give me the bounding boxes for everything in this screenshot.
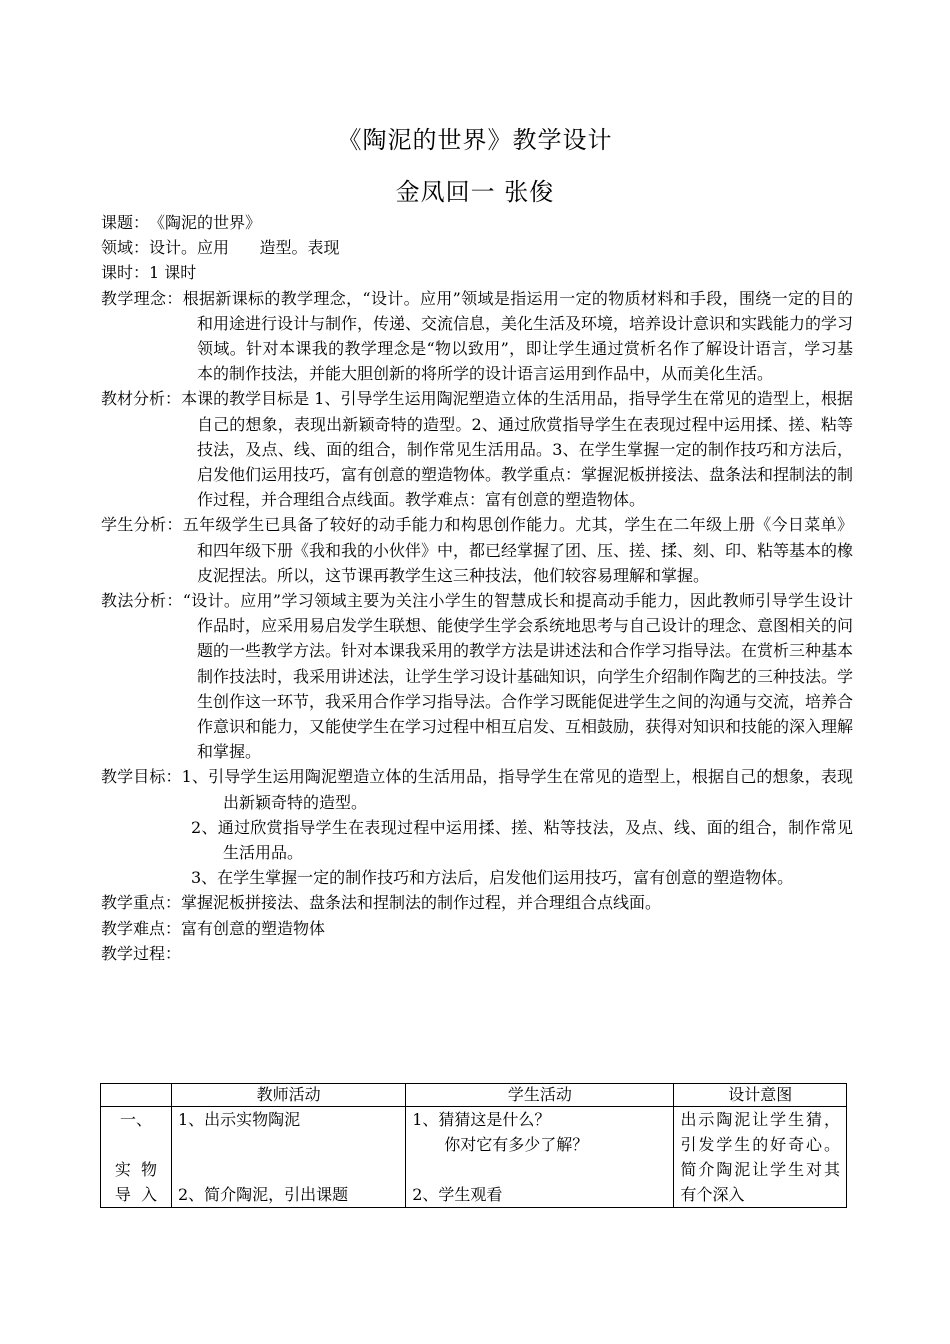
header-intent: 设计意图 — [674, 1084, 847, 1107]
student-label: 学生分析： — [101, 515, 183, 535]
hours-label: 课时： — [101, 263, 150, 283]
student-section — [101, 512, 853, 588]
material-section — [101, 386, 853, 512]
method-section — [101, 588, 853, 764]
concept-section — [101, 286, 853, 387]
teacher-activity-1: 1、出示实物陶泥 — [177, 1110, 301, 1129]
stage-name-2: 导 入 — [114, 1185, 158, 1204]
material-label: 教材分析： — [101, 389, 182, 409]
topic-line — [101, 210, 853, 235]
teacher-cell — [171, 1107, 405, 1208]
student-cell — [406, 1107, 674, 1208]
topic-value: 《陶泥的世界》 — [149, 213, 262, 232]
domain-value: 设计。应用 造型。表现 — [149, 238, 340, 258]
key-text: 掌握泥板拼接法、盘条法和捏制法的制作过程，并合理组合点线面。 — [181, 893, 662, 913]
concept-text: 根据新课标的教学理念，“设计。应用”领域是指运用一定的物质材料和手段，围绕一定的目的和用途进行设计与制作，传递、交流信息，美化生活及环境，培养设计意识和实践能力的学习领域。针对本课我的教学理念是“物以致用”，即让学生通过赏析名作了解设计语言，学习基本的制作技法，并能大胆创新的将所学的设计语言运用到作品中，从而美化生活。 — [182, 288, 854, 384]
document-title: 《陶泥的世界》教学设计 — [337, 126, 613, 154]
goal-item-1: 1、引导学生运用陶泥塑造立体的生活用品，指导学生在常见的造型上，根据自己的想象，表现出新颖奇特的造型。 — [181, 767, 853, 812]
domain-label: 领域： — [101, 238, 150, 258]
goal-item-3: 3、在学生掌握一定的制作技巧和方法后，启发他们运用技巧，富有创意的塑造物体。 — [191, 868, 794, 888]
stage-cell — [101, 1107, 172, 1208]
process-table — [100, 1083, 847, 1208]
concept-label: 教学理念： — [101, 288, 183, 308]
header-stage — [101, 1084, 172, 1107]
document-body — [101, 210, 853, 966]
stage-name-1: 实 物 — [114, 1160, 158, 1179]
stage-number: 一、 — [119, 1110, 152, 1129]
goals-label: 教学目标： — [101, 767, 182, 787]
table-header-row — [101, 1084, 847, 1107]
goal-item-2: 2、通过欣赏指导学生在表现过程中运用揉、搓、粘等技法，及点、线、面的组合，制作常见生活用品。 — [191, 817, 853, 863]
material-text: 本课的教学目标是 1、引导学生运用陶泥塑造立体的生活用品，指导学生在常见的造型上，根据自己的想象，表现出新颖奇特的造型。2、通过欣赏指导学生在表现过程中运用揉、搓、粘等技法，及点、线、面的组合，制作常见生活用品。3、在学生掌握一定的制作技巧和方法后，启发他们运用技巧，富有创意的塑造物体。教学重点：掌握泥板拼接法、盘条法和捏制法的制作过程，并合理组合点线面。教学难点：富有创意的塑造物体。 — [181, 389, 854, 510]
topic-label: 课题： — [101, 213, 150, 232]
key-label: 教学重点： — [101, 893, 182, 913]
hours-line — [101, 260, 853, 285]
method-text: “设计。应用”学习领域主要为关注小学生的智慧成长和提高动手能力，因此教师引导学生设计作品时，应采用易启发学生联想、能使学生学会系统地思考与自己设计的理念、意图相关的问题的一些教学方法。针对本课我采用的教学方法是讲述法和合作学习指导法。在赏析三种基本制作技法时，我采用讲述法，让学生学习设计基础知识，向学生介绍制作陶艺的三种技法。学生创作这一环节，我采用合作学习指导法。合作学习既能促进学生之间的沟通与交流，培养合作意识和能力，又能使学生在学习过程中相互启发、互相鼓励，获得对知识和技能的深入理解和掌握。 — [182, 591, 854, 762]
intent-cell: 出示陶泥让学生猜，引发学生的好奇心。简介陶泥让学生对其有个深入 — [674, 1107, 847, 1208]
difficult-text: 富有创意的塑造物体 — [181, 918, 326, 938]
stage-spacer — [107, 1132, 165, 1157]
hours-value: 1 课时 — [149, 263, 197, 283]
student-text: 五年级学生已具备了较好的动手能力和构思创作能力。尤其，学生在二年级上册《今日菜单》和四年级下册《我和我的小伙伴》中，都已经掌握了团、压、搓、揉、刻、印、粘等基本的橡皮泥捏法。所以，这节课再教学生这三种技法，他们较容易理解和掌握。 — [182, 515, 854, 585]
difficult-line — [101, 916, 853, 941]
document-author: 金凤回一 张俊 — [395, 178, 555, 206]
domain-line — [101, 235, 853, 260]
table-row — [101, 1107, 847, 1208]
header-student: 学生活动 — [406, 1084, 674, 1107]
header-teacher: 教师活动 — [171, 1084, 405, 1107]
key-line — [101, 890, 853, 915]
teacher-activity-2: 2、简介陶泥，引出课题 — [177, 1185, 349, 1204]
goals-section — [101, 764, 853, 814]
method-label: 教法分析： — [101, 591, 183, 611]
student-activity-2: 2、学生观看 — [412, 1185, 503, 1204]
student-activity-1b: 你对它有多少了解？ — [444, 1135, 589, 1154]
student-activity-1: 1、猜猜这是什么？ — [412, 1110, 551, 1129]
process-label: 教学过程： — [101, 943, 182, 963]
difficult-label: 教学难点： — [101, 918, 182, 938]
